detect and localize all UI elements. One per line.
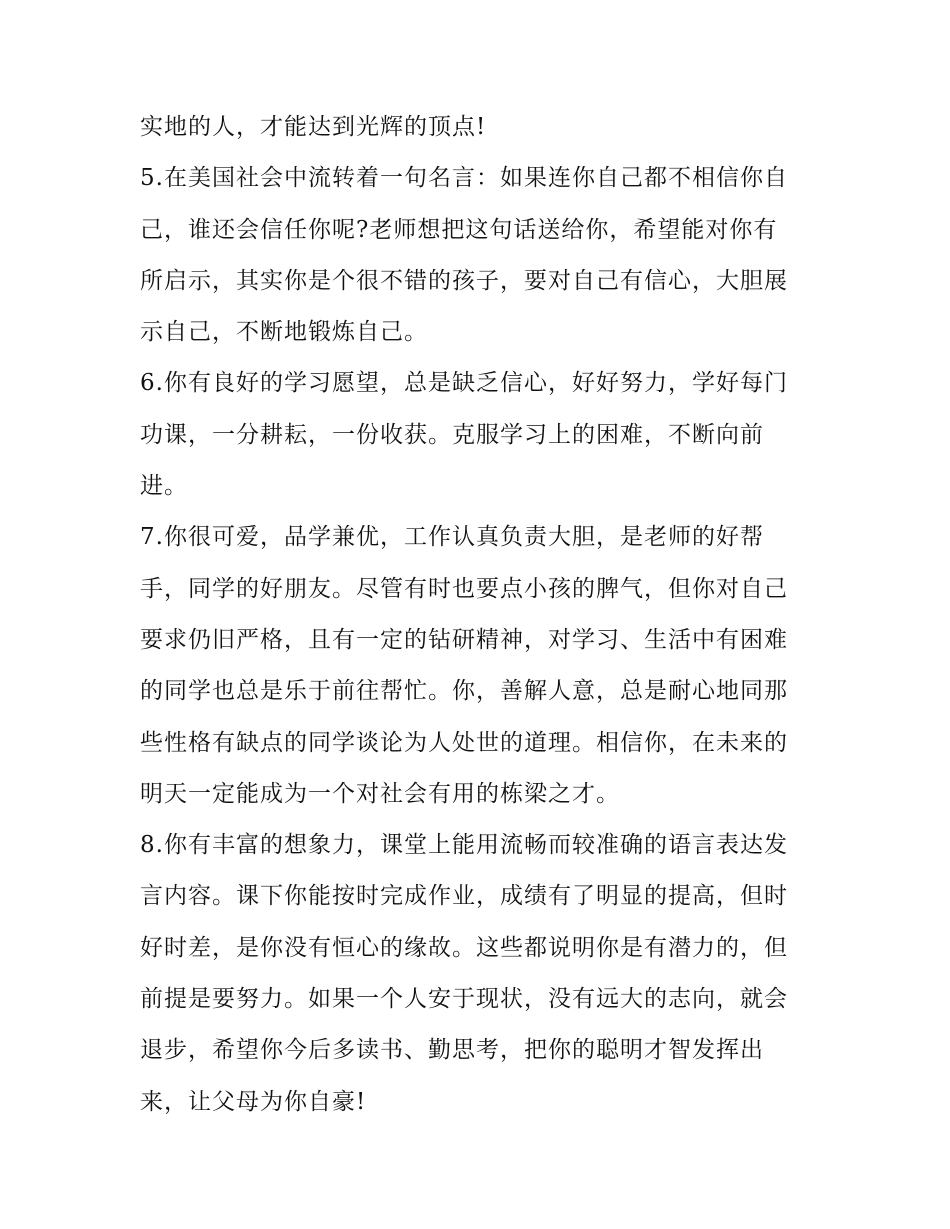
- text-line: 己，谁还会信任你呢?老师想把这句话送给你，希望能对你有: [140, 216, 778, 243]
- text-line: 明天一定能成为一个对社会有用的栋梁之才。: [140, 780, 620, 807]
- text-line: 言内容。课下你能按时完成作业，成绩有了明显的提高，但时: [140, 883, 788, 910]
- text-line: 实地的人，才能达到光辉的顶点!: [140, 114, 487, 140]
- text-line: 好时差，是你没有恒心的缘故。这些都说明你是有潜力的，但: [140, 934, 788, 961]
- text-line: 6.你有良好的学习愿望，总是缺乏信心，好好努力，学好每门: [140, 370, 788, 397]
- text-line: 手，同学的好朋友。尽管有时也要点小孩的脾气，但你对自己: [140, 575, 788, 602]
- text-line: 来，让父母为你自豪!: [140, 1088, 367, 1115]
- text-line: 要求仍旧严格，且有一定的钻研精神，对学习、生活中有困难: [140, 626, 788, 653]
- text-line: 的同学也总是乐于前往帮忙。你，善解人意，总是耐心地同那: [140, 678, 788, 705]
- text-line: 功课，一分耕耘，一份收获。克服学习上的困难，不断向前: [140, 421, 764, 448]
- text-line: 8.你有丰富的想象力，课堂上能用流畅而较准确的语言表达发: [140, 832, 788, 859]
- text-line: 进。: [140, 473, 188, 500]
- text-line: 些性格有缺点的同学谈论为人处世的道理。相信你，在未来的: [140, 729, 788, 756]
- document-body: [140, 102, 820, 1128]
- text-line: 5.在美国社会中流转着一句名言：如果连你自己都不相信你自: [140, 165, 788, 192]
- text-line: 前提是要努力。如果一个人安于现状，没有远大的志向，就会: [140, 986, 788, 1013]
- text-line: 退步，希望你今后多读书、勤思考，把你的聪明才智发挥出: [140, 1037, 764, 1064]
- text-line: 示自己，不断地锻炼自己。: [140, 319, 428, 346]
- text-line: 7.你很可爱，品学兼优，工作认真负责大胆，是老师的好帮: [140, 524, 764, 551]
- text-line: 所启示，其实你是个很不错的孩子，要对自己有信心，大胆展: [140, 267, 788, 294]
